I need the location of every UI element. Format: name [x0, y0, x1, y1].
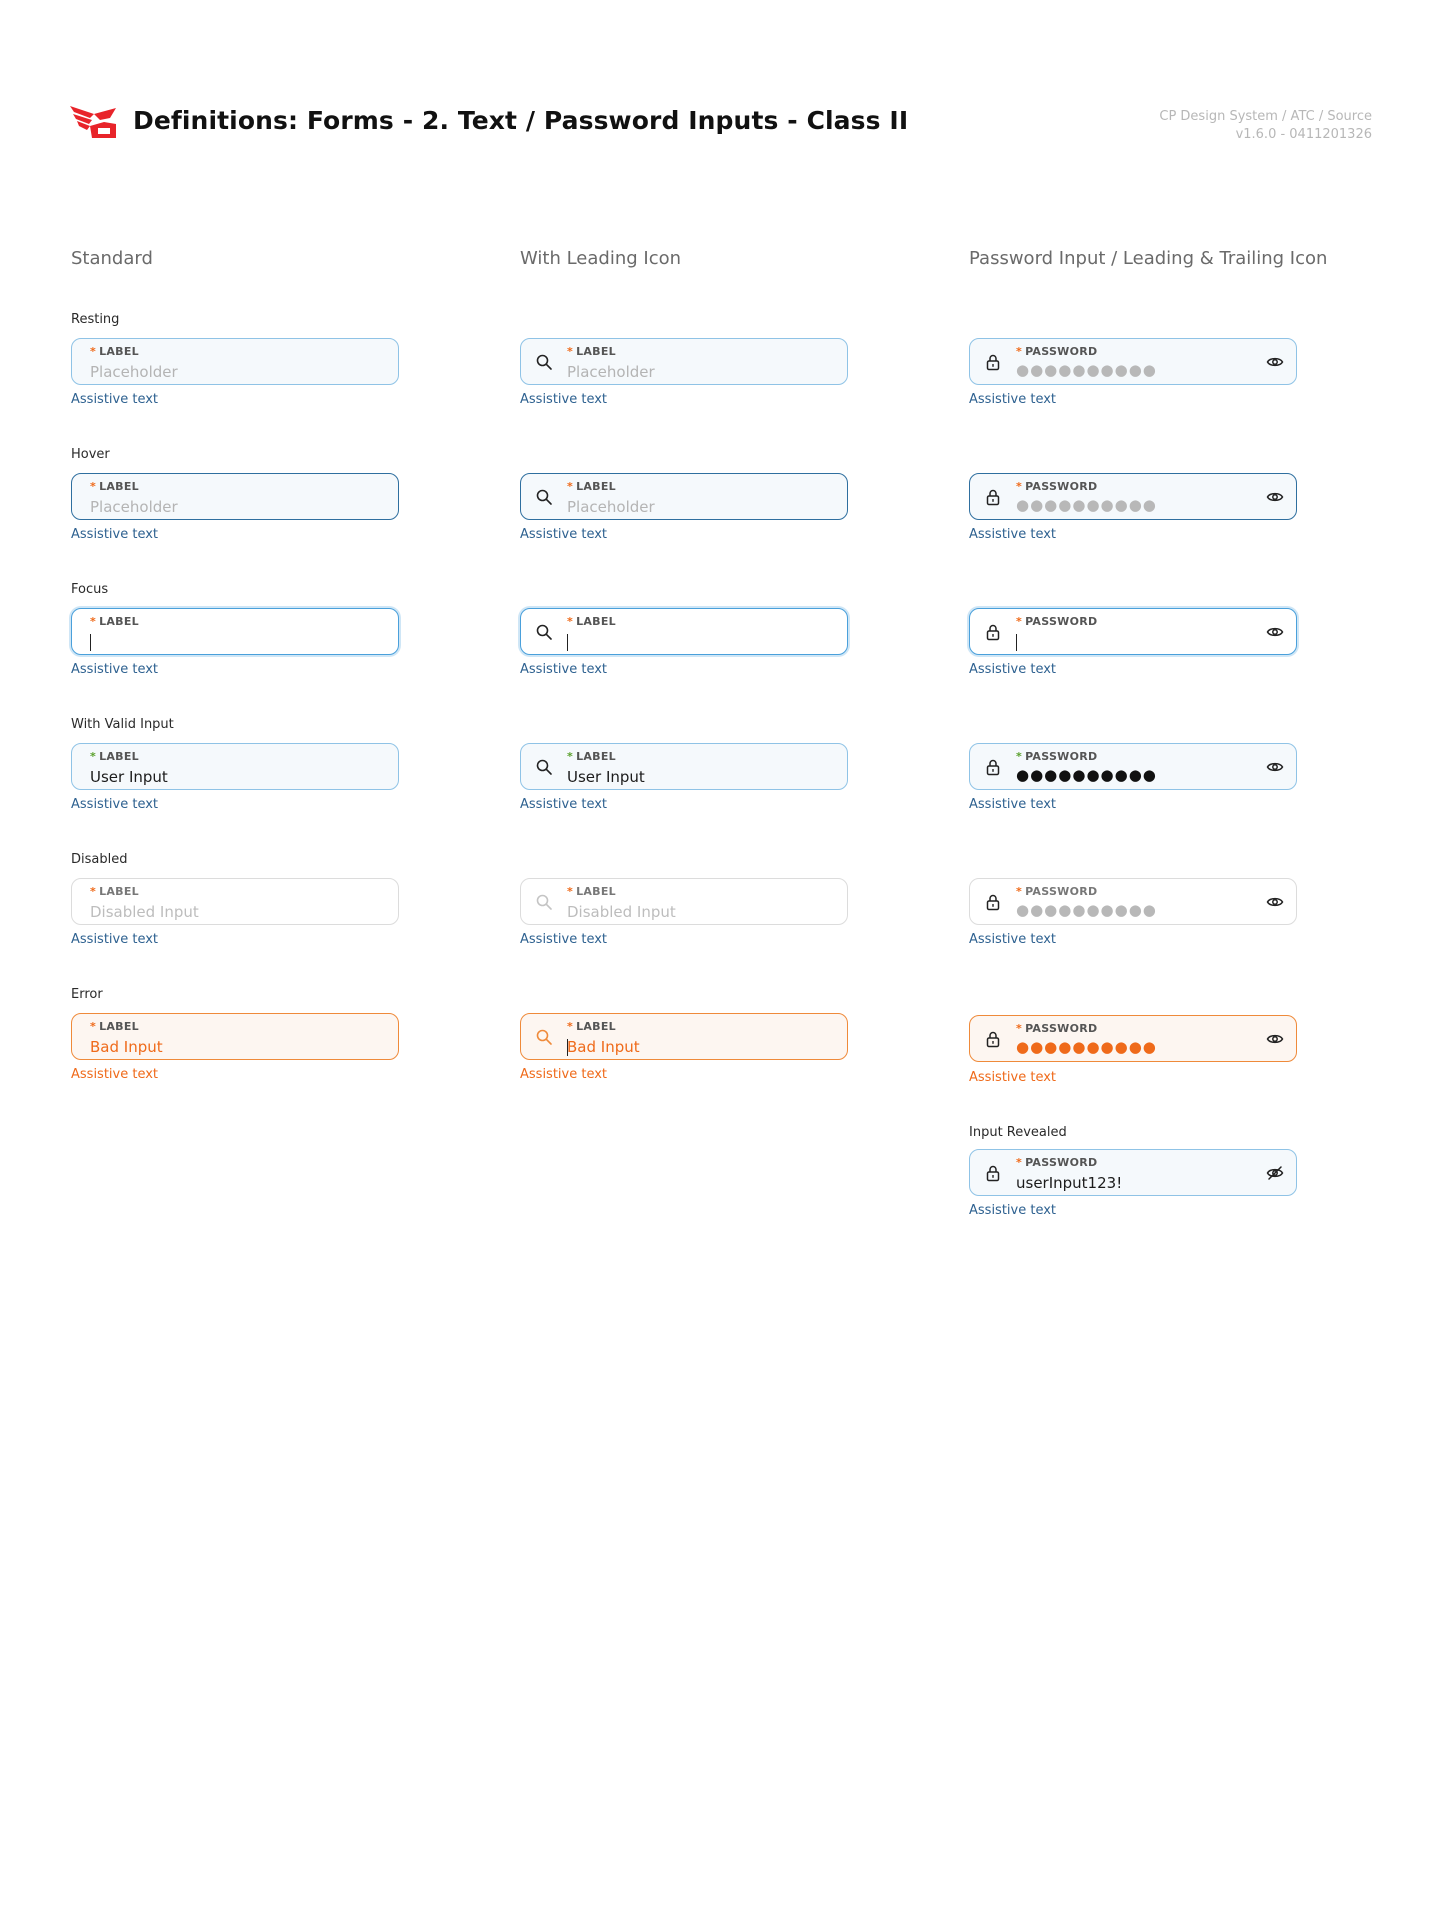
placeholder-text: Placeholder — [90, 363, 178, 381]
winged-logo-icon — [70, 104, 116, 140]
text-input-hover[interactable] — [71, 473, 399, 520]
assistive-text: Assistive text — [969, 662, 1057, 677]
revealed-value: userInput123! — [1016, 1174, 1123, 1192]
input-value: User Input — [90, 768, 168, 786]
masked-placeholder: ●●●●●●●●●● — [1016, 361, 1157, 379]
assistive-text: Assistive text — [71, 1067, 159, 1082]
assistive-text: Assistive text — [520, 1067, 608, 1082]
lock-icon — [984, 1164, 1002, 1182]
field-label: * LABEL — [90, 615, 139, 628]
field-label: * LABEL — [567, 345, 616, 358]
assistive-text: Assistive text — [71, 392, 159, 407]
assistive-text: Assistive text — [520, 797, 608, 812]
field-label: * PASSWORD — [1016, 1156, 1098, 1169]
text-input-resting[interactable] — [71, 338, 399, 385]
assistive-text: Assistive text — [969, 392, 1057, 407]
field-label: * LABEL — [567, 615, 616, 628]
state-label-revealed: Input Revealed — [969, 1125, 1067, 1140]
field-label: * PASSWORD — [1016, 345, 1098, 358]
field-label: * LABEL — [567, 885, 616, 898]
assistive-text: Assistive text — [969, 527, 1057, 542]
column-title-standard: Standard — [71, 248, 153, 269]
field-label: * LABEL — [567, 750, 616, 763]
input-value: Disabled Input — [567, 903, 676, 921]
eye-icon[interactable] — [1266, 623, 1284, 641]
eye-off-icon[interactable] — [1266, 1164, 1284, 1182]
field-label: * LABEL — [567, 480, 616, 493]
masked-placeholder: ●●●●●●●●●● — [1016, 901, 1157, 919]
placeholder-text: Placeholder — [567, 498, 655, 516]
search-icon — [535, 623, 553, 641]
assistive-text: Assistive text — [520, 527, 608, 542]
lock-icon — [984, 893, 1002, 911]
input-value: Bad Input — [90, 1038, 163, 1056]
password-input-disabled — [969, 878, 1297, 925]
text-input-valid[interactable] — [71, 743, 399, 790]
field-label: * PASSWORD — [1016, 750, 1098, 763]
password-input-resting[interactable] — [969, 338, 1297, 385]
text-caret — [90, 634, 91, 651]
text-caret — [1016, 634, 1017, 651]
text-input-error[interactable] — [71, 1013, 399, 1060]
search-icon — [535, 488, 553, 506]
lock-icon — [984, 353, 1002, 371]
assistive-text: Assistive text — [969, 1203, 1057, 1218]
password-input-hover[interactable] — [969, 473, 1297, 520]
search-icon — [535, 893, 553, 911]
assistive-text: Assistive text — [520, 662, 608, 677]
placeholder-text: Placeholder — [90, 498, 178, 516]
assistive-text: Assistive text — [520, 932, 608, 947]
password-input-revealed[interactable] — [969, 1149, 1297, 1196]
field-label: * LABEL — [90, 1020, 139, 1033]
input-value: Disabled Input — [90, 903, 199, 921]
field-label: * PASSWORD — [1016, 885, 1098, 898]
field-label: * PASSWORD — [1016, 1022, 1098, 1035]
masked-value: ●●●●●●●●●● — [1016, 1038, 1157, 1056]
search-icon — [535, 1028, 553, 1046]
search-input-valid[interactable] — [520, 743, 848, 790]
search-input-resting[interactable] — [520, 338, 848, 385]
input-value: User Input — [567, 768, 645, 786]
eye-icon[interactable] — [1266, 353, 1284, 371]
search-input-error[interactable] — [520, 1013, 848, 1060]
eye-icon[interactable] — [1266, 488, 1284, 506]
input-value: Bad Input — [567, 1038, 640, 1056]
state-label-error: Error — [71, 987, 103, 1002]
page-title: Definitions: Forms - 2. Text / Password Inputs - Class II — [133, 106, 909, 135]
assistive-text: Assistive text — [969, 1070, 1057, 1085]
meta-version: v1.6.0 - 0411201326 — [1235, 127, 1372, 142]
password-input-focus[interactable] — [969, 608, 1297, 655]
state-label-hover: Hover — [71, 447, 110, 462]
text-input-focus[interactable] — [71, 608, 399, 655]
eye-icon — [1266, 893, 1284, 911]
masked-placeholder: ●●●●●●●●●● — [1016, 496, 1157, 514]
eye-icon[interactable] — [1266, 1030, 1284, 1048]
assistive-text: Assistive text — [71, 662, 159, 677]
state-label-resting: Resting — [71, 312, 120, 327]
lock-icon — [984, 758, 1002, 776]
state-label-focus: Focus — [71, 582, 109, 597]
column-title-password: Password Input / Leading & Trailing Icon — [969, 248, 1328, 269]
assistive-text: Assistive text — [969, 932, 1057, 947]
search-input-focus[interactable] — [520, 608, 848, 655]
assistive-text: Assistive text — [71, 797, 159, 812]
lock-icon — [984, 1030, 1002, 1048]
column-title-leading-icon: With Leading Icon — [520, 248, 682, 269]
field-label: * LABEL — [90, 885, 139, 898]
search-input-hover[interactable] — [520, 473, 848, 520]
eye-icon[interactable] — [1266, 758, 1284, 776]
password-input-valid[interactable] — [969, 743, 1297, 790]
meta-path: CP Design System / ATC / Source — [1159, 109, 1372, 124]
state-label-disabled: Disabled — [71, 852, 128, 867]
search-icon — [535, 758, 553, 776]
assistive-text: Assistive text — [969, 797, 1057, 812]
search-input-disabled — [520, 878, 848, 925]
lock-icon — [984, 623, 1002, 641]
field-label: * PASSWORD — [1016, 480, 1098, 493]
assistive-text: Assistive text — [71, 527, 159, 542]
state-label-valid: With Valid Input — [71, 717, 174, 732]
field-label: * LABEL — [567, 1020, 616, 1033]
assistive-text: Assistive text — [520, 392, 608, 407]
placeholder-text: Placeholder — [567, 363, 655, 381]
password-input-error[interactable] — [969, 1015, 1297, 1062]
text-caret — [567, 634, 568, 651]
field-label: * PASSWORD — [1016, 615, 1098, 628]
field-label: * LABEL — [90, 345, 139, 358]
assistive-text: Assistive text — [71, 932, 159, 947]
field-label: * LABEL — [90, 480, 139, 493]
masked-value: ●●●●●●●●●● — [1016, 766, 1157, 784]
lock-icon — [984, 488, 1002, 506]
search-icon — [535, 353, 553, 371]
text-input-disabled — [71, 878, 399, 925]
field-label: * LABEL — [90, 750, 139, 763]
version-meta — [1159, 108, 1372, 144]
